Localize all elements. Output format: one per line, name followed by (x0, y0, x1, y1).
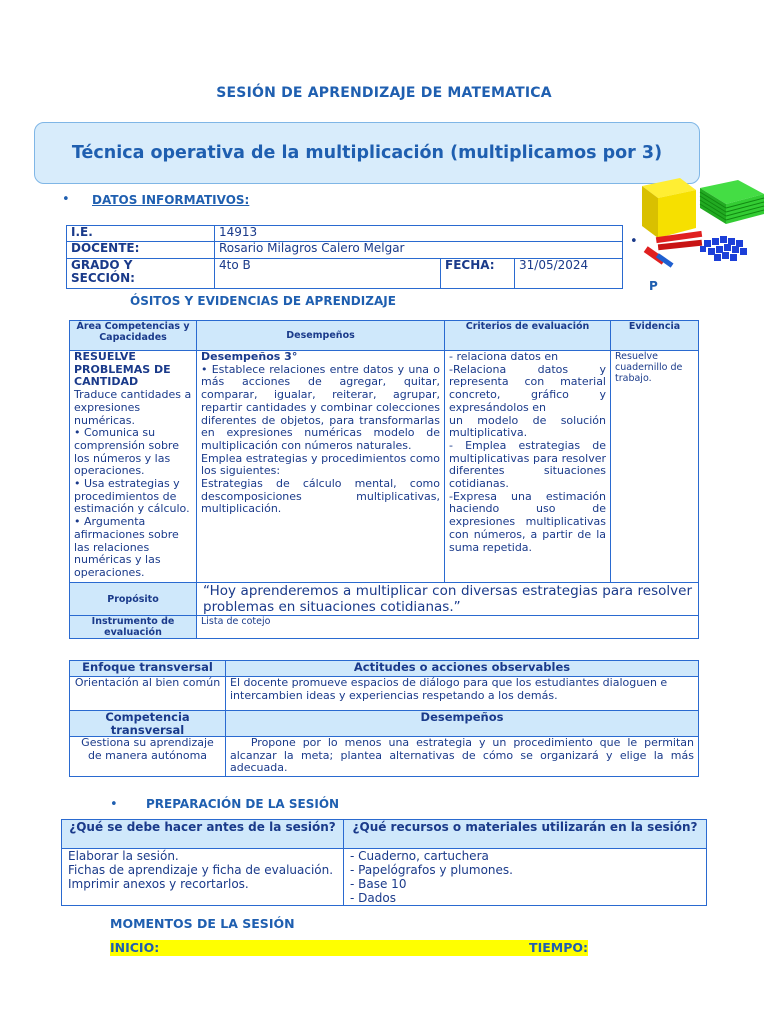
area-bullet-1: • Comunica su comprensión sobre los números y las operaciones. (74, 426, 179, 478)
criterio-1: - relaciona datos en (449, 350, 559, 363)
fecha-value: 31/05/2024 (515, 259, 623, 289)
area-cell (70, 351, 197, 583)
inicio-bar (110, 940, 588, 956)
docente-label: DOCENTE: (67, 242, 215, 259)
grado-label (67, 259, 215, 289)
recursos-cell (344, 849, 707, 906)
enfoque-value: Orientación al bien común (70, 677, 226, 711)
area-bullet-3: • Argumenta afirmaciones sobre las relaciones numéricas y las operaciones. (74, 515, 179, 579)
evidencia-text: Resuelve cuadernillo de trabajo. (615, 351, 683, 384)
base-ten-blocks-image (634, 176, 768, 280)
desempenos-cell (197, 351, 445, 583)
recurso-item: - Cuaderno, cartuchera (350, 849, 489, 863)
preparacion-heading: PREPARACIÓN DE LA SESIÓN (146, 797, 340, 811)
side-bullet-icon: • (630, 234, 638, 249)
recurso-item: - Dados (350, 891, 396, 905)
page-title: SESIÓN DE APRENDIZAJE DE MATEMATICA (216, 85, 552, 101)
inicio-label: INICIO: (110, 940, 160, 955)
criterio-5: -Expresa una estimación haciendo uso de expresiones multiplicativas con números, a partir de la suma repetida. (449, 489, 606, 554)
col-criterios-header: Criterios de evaluación (445, 321, 611, 351)
instrumento-label: Instrumento de evaluación (70, 616, 197, 639)
criterio-3: un modelo de solución multiplicativa. (449, 413, 606, 440)
actitudes-header: Actitudes o acciones observables (226, 661, 699, 677)
topic-text: Técnica operativa de la multiplicación (multiplicamos por 3) (71, 143, 663, 163)
proposito-label: Propósito (70, 583, 197, 616)
col-area-header: Área Competencias y Capacidades (70, 321, 197, 351)
enfoque-header: Enfoque transversal (70, 661, 226, 677)
preparacion-table (61, 819, 707, 906)
criterio-4: - Emplea estrategias de multiplicativas para resolver diferentes situaciones cotidianas. (449, 438, 606, 491)
evidencia-cell (611, 351, 699, 583)
bullet-icon: • (62, 192, 70, 207)
propositos-heading: ÓSITOS Y EVIDENCIAS DE APRENDIZAJE (130, 294, 396, 308)
antes-header: ¿Qué se debe hacer antes de la sesión? (62, 820, 344, 849)
datos-heading: DATOS INFORMATIVOS: (92, 193, 250, 207)
momentos-heading: MOMENTOS DE LA SESIÓN (110, 916, 295, 931)
antes-item: Fichas de aprendizaje y ficha de evaluación. (68, 863, 334, 877)
desempenos-p1: • Establece relaciones entre datos y una o más acciones de agregar, quitar, comparar, igualar, reiterar, agrupar, repartir cantidades y combinar colecciones diferentes de objetos, para transformarlas en expresiones numéricas modelo de multiplicación con números naturales. (201, 362, 440, 452)
antes-cell (62, 849, 344, 906)
criterio-2: -Relaciona datos y representa con material concreto, gráfico y expresándolos en (449, 362, 606, 414)
area-bullet-2: • Usa estrategias y procedimientos de estimación y cálculo. (74, 477, 190, 516)
grado-label-line2: SECCIÓN: (71, 271, 135, 285)
col-evidencia-header: Evidencia (611, 321, 699, 351)
recursos-header: ¿Qué recursos o materiales utilizarán en la sesión? (344, 820, 707, 849)
col-desempenos-header: Desempeños (197, 321, 445, 351)
tiempo-label: TIEMPO: (529, 940, 588, 955)
recurso-item: - Papelógrafos y plumones. (350, 863, 513, 877)
session-topic (34, 122, 700, 184)
proposito-text: “Hoy aprenderemos a multiplicar con diversas estrategias para resolver problemas en situaciones cotidianas.” (197, 583, 699, 616)
desempenos-title: Desempeños 3° (201, 350, 298, 363)
side-p-letter: P (649, 279, 658, 293)
antes-item: Elaborar la sesión. (68, 849, 179, 863)
ie-value: 14913 (215, 226, 623, 242)
docente-value: Rosario Milagros Calero Melgar (215, 242, 623, 259)
grado-label-line1: GRADO Y (71, 258, 133, 272)
criterios-cell (445, 351, 611, 583)
competencia-header: Competencia transversal (70, 711, 226, 737)
instrumento-value: Lista de cotejo (197, 616, 699, 639)
area-text: Traduce cantidades a expresiones numéricas. (74, 388, 192, 427)
desempenos-header-2: Desempeños (226, 711, 699, 737)
desempenos-p2: Emplea estrategias y procedimientos como los siguientes: (201, 451, 440, 478)
grado-value: 4to B (215, 259, 441, 289)
antes-item: Imprimir anexos y recortarlos. (68, 877, 249, 891)
ie-label: I.E. (67, 226, 215, 242)
fecha-label: FECHA: (441, 259, 515, 289)
datos-table (66, 225, 623, 289)
propositos-table (69, 320, 699, 639)
competencia-value: Gestiona su aprendizaje de manera autónoma (70, 737, 226, 777)
area-title: RESUELVE PROBLEMAS DE CANTIDAD (74, 350, 171, 389)
actitudes-value: El docente promueve espacios de diálogo para que los estudiantes dialoguen e intercambien ideas y experiencias respetando a los demás. (226, 677, 699, 711)
desempenos-value-2: Propone por lo menos una estrategia y un procedimiento que le permitan alcanzar la meta; plantea alternativas de cómo se organizará y elige la más adecuada. (226, 737, 699, 777)
preparacion-bullet-icon: • (110, 797, 118, 812)
desempenos-p3: Estrategias de cálculo mental, como descomposiciones multiplicativas, multiplicación. (201, 477, 440, 516)
recurso-item: - Base 10 (350, 877, 407, 891)
enfoque-table (69, 660, 699, 777)
